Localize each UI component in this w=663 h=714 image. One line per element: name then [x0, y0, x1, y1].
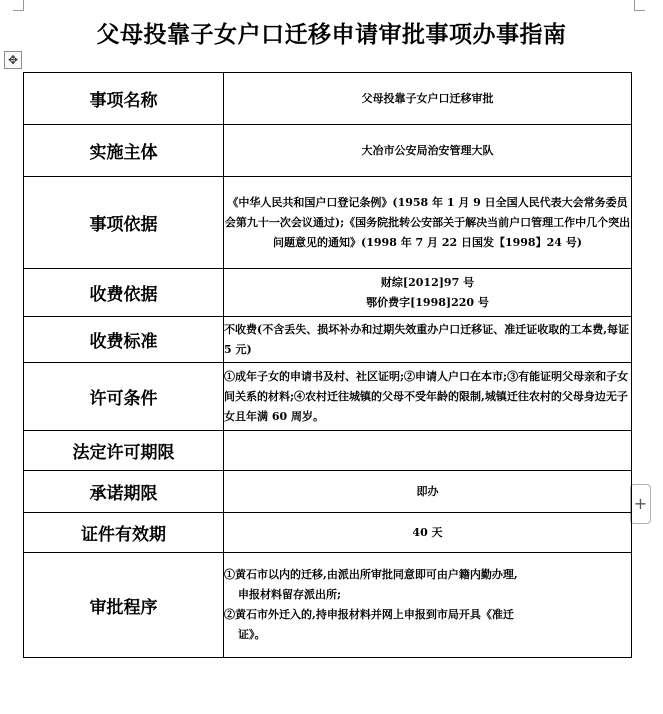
row-value-text: 父母投靠子女户口迁移审批 — [361, 91, 494, 105]
add-row-button[interactable]: + — [630, 484, 651, 524]
row-value-text: 《中华人民共和国户口登记条例》(1958 年 1 月 9 日全国人民代表大会常务委员会第九十一次会议通过);《国务院批转公安部关于解决当前户口管理工作中几个突出问题意见的通知》(1998 年 7 月 22 日国发【1998】24 号) — [224, 195, 631, 249]
row-value-text: 即办 — [416, 484, 439, 498]
row-label: 法定许可期限 — [24, 431, 224, 471]
row-label: 实施主体 — [24, 125, 224, 177]
row-label: 许可条件 — [24, 363, 224, 431]
table-row — [24, 363, 632, 431]
row-label: 收费标准 — [24, 317, 224, 363]
row-label: 事项名称 — [24, 73, 224, 125]
table-row — [24, 269, 632, 317]
page-corner-mark-left — [13, 0, 24, 11]
table-row — [24, 73, 632, 125]
row-value — [224, 125, 632, 177]
row-value — [224, 431, 632, 471]
row-value-text: ①黄石市以内的迁移,由派出所审批同意即可由户籍内勤办理, — [224, 568, 518, 581]
row-value — [224, 73, 632, 125]
row-label: 审批程序 — [24, 553, 224, 658]
guide-table — [23, 72, 632, 658]
row-label: 事项依据 — [24, 177, 224, 269]
row-value-text: 40 天 — [412, 525, 443, 539]
row-value — [224, 177, 632, 269]
row-value-text: ①成年子女的申请书及村、社区证明;②申请人户口在本市;③有能证明父母亲和子女间关系的材料;④农村迁往城镇的父母不受年龄的限制,城镇迁往农村的父母身边无子女且年满 60 周岁。 — [224, 369, 629, 423]
table-move-handle-icon[interactable]: ✥ — [4, 51, 22, 69]
row-value-text: 财综[2012]97 号 — [380, 275, 475, 289]
table-row — [24, 471, 632, 513]
row-label: 承诺期限 — [24, 471, 224, 513]
page-corner-mark-right — [634, 0, 645, 11]
row-value — [224, 553, 632, 658]
document-title: 父母投靠子女户口迁移申请审批事项办事指南 — [96, 21, 567, 48]
row-value — [224, 513, 632, 553]
table-row — [24, 553, 632, 658]
row-label: 证件有效期 — [24, 513, 224, 553]
row-value-text: 申报材料留存派出所; — [238, 588, 342, 601]
row-value — [224, 363, 632, 431]
row-value-text: 证》。 — [238, 628, 266, 641]
row-value — [224, 317, 632, 363]
table-row — [24, 431, 632, 471]
row-value-text: 鄂价费字[1998]220 号 — [366, 295, 489, 309]
table-row — [24, 177, 632, 269]
row-label: 收费依据 — [24, 269, 224, 317]
table-row — [24, 125, 632, 177]
table-row — [24, 513, 632, 553]
row-value-text: 不收费(不含丢失、损坏补办和过期失效重办户口迁移证、准迁证收取的工本费,每证 5 元) — [224, 322, 630, 356]
row-value-text: ②黄石市外迁入的,持申报材料并网上申报到市局开具《准迁 — [224, 608, 514, 621]
row-value-text: 大冶市公安局治安管理大队 — [361, 143, 494, 157]
row-value — [224, 471, 632, 513]
table-row — [24, 317, 632, 363]
row-value — [224, 269, 632, 317]
